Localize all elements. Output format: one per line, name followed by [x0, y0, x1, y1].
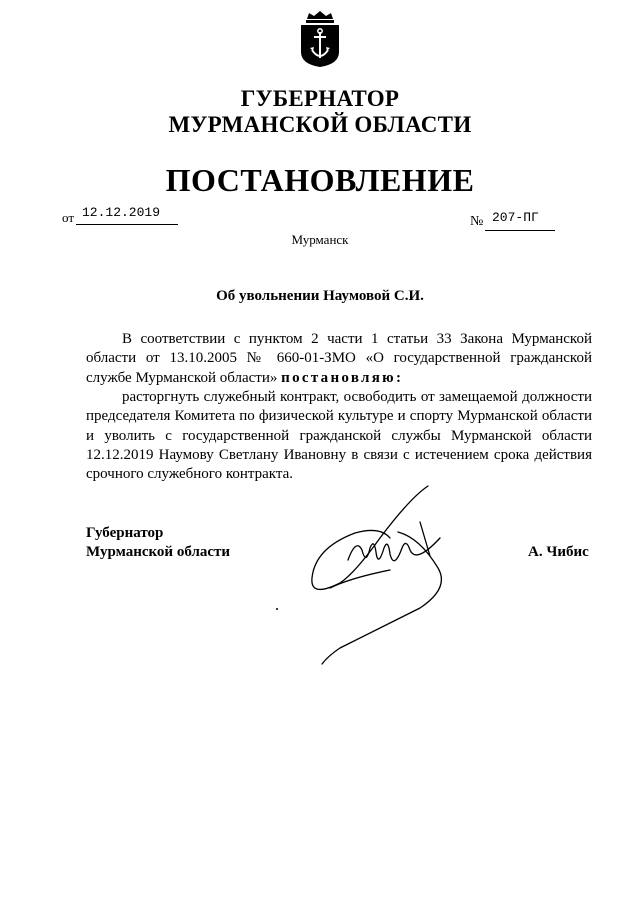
city-name: Мурманск — [291, 232, 349, 247]
document-number: 207-ПГ — [492, 210, 539, 225]
signatory-name: А. Чибис — [528, 544, 589, 560]
authority-title-line-2: МУРМАНСКОЙ ОБЛАСТИ — [168, 112, 472, 137]
paragraph-1-text: В соответствии с пунктом 2 части 1 статьи 33 Закона Мурманской области от 13.10.2005 № 660-01-ЗМО «О государственной гражданской службе Мурманской области» — [86, 331, 592, 386]
coat-of-arms-icon — [299, 10, 341, 68]
signatory-title-line-1: Губернатор — [86, 525, 164, 541]
body-paragraph-1 — [86, 330, 592, 388]
date-prefix: от — [62, 210, 75, 225]
authority-title-line-1: ГУБЕРНАТОР — [240, 86, 400, 111]
document-subject: Об увольнении Наумовой С.И. — [216, 288, 424, 304]
decision-word: постановляю: — [281, 369, 404, 386]
document-date: 12.12.2019 — [82, 205, 161, 220]
date-underline — [76, 224, 178, 225]
body-paragraph-2: расторгнуть служебный контракт, освободить от замещаемой должности председателя Комитета по физической культуре и спорту Мурманской области и уволить с государственной гражданской службы Мурманской области 12.12.2019 Наумову Светлану Ивановну в связи с истечением срока действия срочного служебного контракта. — [86, 389, 592, 483]
number-prefix: № — [470, 214, 484, 229]
number-underline — [485, 230, 555, 231]
document-type-heading: ПОСТАНОВЛЕНИЕ — [165, 162, 475, 198]
signatory-title-line-2: Мурманской области — [86, 544, 231, 560]
handwritten-signature — [270, 478, 470, 673]
